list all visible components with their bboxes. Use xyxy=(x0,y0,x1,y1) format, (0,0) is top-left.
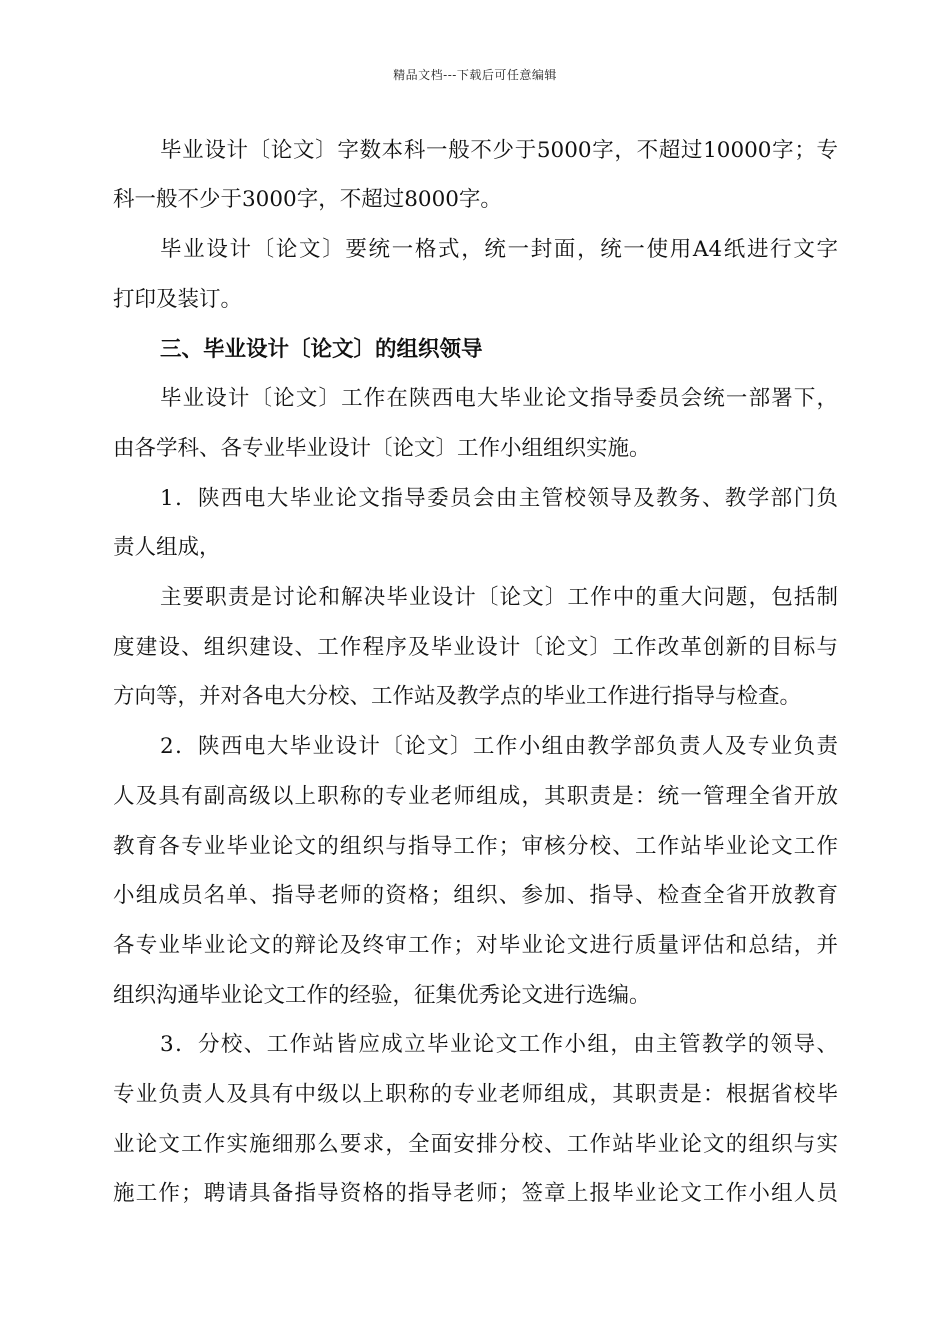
paragraph-line: 专业负责人及具有中级以上职称的专业老师组成，其职责是：根据省校毕 xyxy=(113,1082,838,1107)
paragraph-line: 责人组成， xyxy=(113,535,221,560)
paragraph-line: 业论文工作实施细那么要求，全面安排分校、工作站毕业论文的组织与实 xyxy=(113,1132,838,1157)
page-header: 精品文档---下载后可任意编辑 xyxy=(393,68,557,82)
paragraph-line: 施工作；聘请具备指导资格的指导老师；签章上报毕业论文工作小组人员 xyxy=(113,1181,838,1206)
paragraph-line: 各专业毕业论文的辩论及终审工作；对毕业论文进行质量评估和总结，并 xyxy=(113,933,838,958)
paragraph-line: 小组成员名单、指导老师的资格；组织、参加、指导、检查全省开放教育 xyxy=(113,883,838,908)
paragraph-line: 主要职责是讨论和解决毕业设计〔论文〕工作中的重大问题，包括制 xyxy=(160,585,838,610)
paragraph-line: 科一般不少于3000字，不超过8000字。 xyxy=(113,187,502,212)
paragraph-line: 方向等，并对各电大分校、工作站及教学点的毕业工作进行指导与检查。 xyxy=(113,684,802,709)
paragraph-line: 2．陕西电大毕业设计〔论文〕工作小组由教学部负责人及专业负责 xyxy=(160,734,838,759)
section-heading: 三、毕业设计〔论文〕的组织领导 xyxy=(160,337,483,362)
paragraph-line: 人及具有副高级以上职称的专业老师组成，其职责是：统一管理全省开放 xyxy=(113,784,838,809)
paragraph-line: 组织沟通毕业论文工作的经验，征集优秀论文进行选编。 xyxy=(113,983,651,1008)
paragraph-line: 毕业设计〔论文〕工作在陕西电大毕业论文指导委员会统一部署下， xyxy=(160,386,838,411)
paragraph-line: 度建设、组织建设、工作程序及毕业设计〔论文〕工作改革创新的目标与 xyxy=(113,635,838,660)
paragraph-line: 3．分校、工作站皆应成立毕业论文工作小组，由主管教学的领导、 xyxy=(160,1032,838,1057)
paragraph-line: 由各学科、各专业毕业设计〔论文〕工作小组组织实施。 xyxy=(113,436,651,461)
paragraph-line: 教育各专业毕业论文的组织与指导工作；审核分校、工作站毕业论文工作 xyxy=(113,834,838,859)
paragraph-line: 毕业设计〔论文〕要统一格式，统一封面，统一使用A4纸进行文字 xyxy=(160,237,838,262)
paragraph-line: 毕业设计〔论文〕字数本科一般不少于5000字，不超过10000字；专 xyxy=(160,138,838,163)
paragraph-line: 打印及装订。 xyxy=(113,287,243,312)
paragraph-line: 1．陕西电大毕业论文指导委员会由主管校领导及教务、教学部门负 xyxy=(160,486,838,511)
